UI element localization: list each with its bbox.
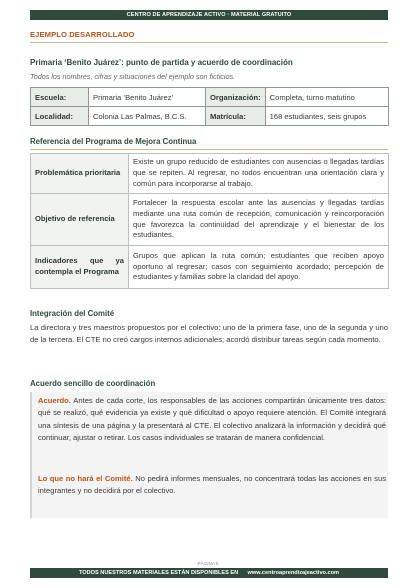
table-row <box>31 88 389 107</box>
enrollment-label: Matrícula: <box>206 107 266 126</box>
indicators-text: Grupos que aplican la ruta común; estudiantes que reciben apoyo oportuno al regresar; casos con seguimiento acordado; percepción de estudiantes y familias sobre la claridad del apoyo. <box>129 246 389 289</box>
committee-heading: Integración del Comité <box>30 309 115 318</box>
agreement-text: Antes de cada corte, los responsables de las acciones compartirán únicamente tres datos: qué se realizó, qué evidencia ya existe y qué dificultad o apoyo requiere atención. El Comité integrará una síntesis de una página y la presentará al CTE. El colectivo analizará la información y decidirá qué continuar, ajustar o retirar. Los casos individuales se tratarán de manera confidencial. <box>38 396 386 443</box>
problem-text: Existe un grupo reducido de estudiantes con ausencias o llegadas tardías que se repiten. Al regresar, no todos encuentran una orientación clara y común para incorporarse al trabajo. <box>129 154 389 194</box>
indicators-label: Indicadores que ya contempla el Programa <box>31 246 129 289</box>
agreement-paragraph <box>38 395 386 445</box>
organization-label: Organización: <box>206 88 266 107</box>
school-value: Primaria ‘Benito Juárez’ <box>89 88 206 107</box>
footer-text: TODOS NUESTROS MATERIALES ESTÁN DISPONIBLES EN <box>78 570 239 576</box>
agreement-heading: Acuerdo sencillo de coordinación <box>30 379 156 388</box>
exclusions-paragraph <box>38 473 386 498</box>
committee-text: La directora y tres maestros propuestos por el colectivo: uno de la primera fase, uno de la segunda y uno de la tercera. El CTE no creó cargos internos adicionales; acordó distribuir tareas según cada momento. <box>30 323 388 344</box>
locality-value: Colonia Las Palmas, B.C.S. <box>89 107 206 126</box>
table-row <box>31 107 389 126</box>
divider <box>30 149 388 150</box>
problem-label: Problemática prioritaria <box>31 154 129 194</box>
school-label: Escuela: <box>31 88 89 107</box>
table-row <box>31 194 389 246</box>
agreement-callout <box>30 392 388 518</box>
section-tag: EJEMPLO DESARROLLADO <box>30 30 135 39</box>
school-info-table <box>30 87 389 126</box>
locality-label: Localidad: <box>31 107 89 126</box>
objective-label: Objetivo de referencia <box>31 194 129 246</box>
table-row <box>31 246 389 289</box>
document-title: Primaria ‘Benito Juárez’: punto de partida y acuerdo de coordinación <box>30 58 293 67</box>
document-subtitle: Todos los nombres, cifras y situaciones del ejemplo son ficticios. <box>30 72 236 81</box>
table-row <box>31 154 389 194</box>
organization-value: Completa, turno matutino <box>265 88 388 107</box>
footer-url-link[interactable]: www.centroaprendizajeactivo.com <box>247 570 340 576</box>
exclusions-lead: Lo que no hará el Comité. <box>38 474 133 483</box>
agreement-lead: Acuerdo. <box>38 396 71 405</box>
reference-heading: Referencia del Programa de Mejora Continua <box>30 137 197 146</box>
enrollment-value: 168 estudiantes, seis grupos <box>265 107 388 126</box>
top-banner: CENTRO DE APRENDIZAJE ACTIVO · MATERIAL GRATUITO <box>30 10 388 20</box>
footer-banner <box>30 568 388 578</box>
page-number: PÁGINA 5 <box>197 561 219 566</box>
objective-text: Fortalecer la respuesta escolar ante las ausencias y llegadas tardías mediante una ruta común de recepción, comunicación y reincorporación que favorezca la continuidad del aprendizaje y el bienestar de los estudiantes. <box>129 194 389 246</box>
divider <box>30 42 388 43</box>
exclusions-text: No pedirá informes mensuales, no concentrará todas las acciones en sus integrantes y no decidirá por el colectivo. <box>38 474 387 496</box>
reference-table <box>30 153 389 289</box>
